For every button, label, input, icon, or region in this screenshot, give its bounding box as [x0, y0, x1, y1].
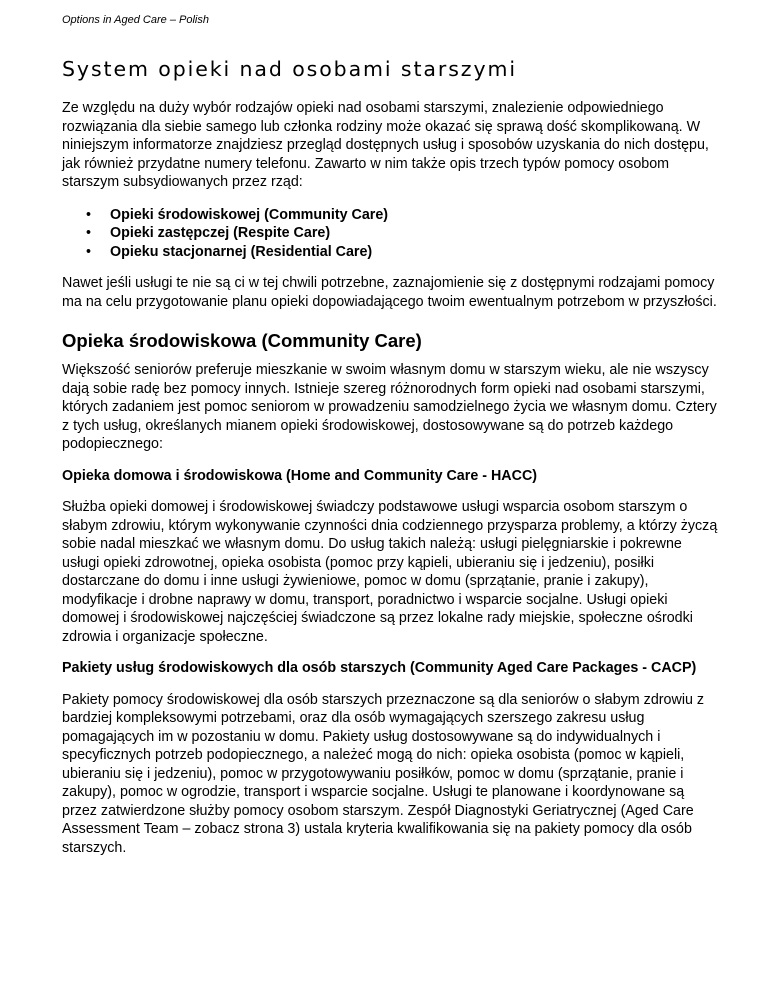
document-title: System opieki nad osobami starszymi [62, 57, 517, 81]
list-item-text: Opieki środowiskowej (Community Care) [110, 206, 389, 223]
after-list-paragraph: Nawet jeśli usługi te nie są ci w tej chwili potrzebne, zaznajomienie się z dostępnymi rodzajami pomocy ma na celu przygotowanie planu opieki dopowiadającego twoim ewentualnym potrzebom w przyszłości. [62, 275, 717, 310]
list-item [62, 243, 722, 262]
section-intro-paragraph: Większość seniorów preferuje mieszkanie w swoim własnym domu w starszym wieku, ale nie wszyscy dają sobie radę bez pomocy innych. Istnieje szereg różnorodnych form opieki nad osobami starszymi, których zadaniem jest pomoc seniorom w prowadzeniu samodzielnego życia we własnym domu. Cztery z tych usług, określanych mianem opieki środowiskowej, dostosowywane są do potrzeb każdego podopiecznego: [62, 362, 717, 452]
running-header: Options in Aged Care – Polish [62, 14, 209, 26]
care-types-list [62, 206, 722, 262]
list-item-text: Opieki zastępczej (Respite Care) [110, 225, 331, 241]
list-item-text: Opieku stacjonarnej (Residential Care) [110, 243, 373, 260]
list-item [62, 224, 722, 243]
bullet-icon: • [86, 243, 92, 260]
bullet-icon: • [86, 206, 92, 223]
intro-paragraph: Ze względu na duży wybór rodzajów opieki nad osobami starszymi, znalezienie odpowiedniego rozwiązania dla siebie samego lub członka rodziny może okazać się sprawą dość skomplikowaną. W niniejszym informatorze znajdziesz przegląd dostępnych usług i sposobów uzyskania do nich dostępu, jak również przydatne numery telefonu. Zawarto w nim także opis trzech typów pomocy osobom starszym subsydiowanych przez rząd: [62, 100, 709, 190]
subsection-heading-cacp: Pakiety usług środowiskowych dla osób starszych (Community Aged Care Packages - CACP) [62, 660, 697, 676]
list-item [62, 206, 722, 225]
subsection-body-cacp: Pakiety pomocy środowiskowej dla osób starszych przeznaczone są dla seniorów o słabym zdrowiu z bardziej kompleksowymi potrzebami, oraz dla osób wymagających szerszego zakresu usług pomagających im w pozostaniu w domu. Pakiety usług dostosowywane są do indywidualnych i specyficznych potrzeb podopiecznego, a należeć mogą do nich: opieka osobista (pomoc w kąpieli, ubieraniu się i jedzeniu), pomoc w przygotowywaniu posiłków, pomoc w domu (sprzątanie, pranie i zakupy), pomoc w ogrodzie, transport i wsparcie socjalne. Usługi te planowane i koordynowane są przez zatwierdzone służby pomocy osobom starszym. Zespół Diagnostyki Geriatrycznej (Aged Care Assessment Team – zobacz strona 3) ustala kryteria kwalifikowania się na pakiety pomocy dla osób starszych. [62, 691, 705, 856]
subsection-heading-hacc: Opieka domowa i środowiskowa (Home and Community Care - HACC) [62, 467, 538, 484]
section-heading: Opieka środowiskowa (Community Care) [62, 330, 422, 351]
bullet-icon: • [86, 225, 92, 241]
subsection-body-hacc: Służba opieki domowej i środowiskowej świadczy podstawowe usługi wsparcia osobom starszym o słabym zdrowiu, którym wykonywanie czynności dnia codziennego przysparza problemy, a którzy życzą sobie nadal mieszkać we własnym domu. Do usług takich należą: usługi pielęgniarskie i pokrewne usługi opieki zdrowotnej, opieka osobista (pomoc przy kąpieli, ubieraniu się i jedzeniu), posiłki dostarczane do domu i inne usługi żywieniowe, pomoc w domu (sprzątanie, pranie i zakupy), modyfikacje i drobne naprawy w domu, transport, poradnictwo i wsparcie socjalne. Usługi opieki domowej i środowiskowej najczęściej świadczone są przez lokalne rady miejskie, społeczne ośrodki zdrowia i organizacje społeczne. [62, 499, 718, 645]
document-body [62, 99, 722, 857]
